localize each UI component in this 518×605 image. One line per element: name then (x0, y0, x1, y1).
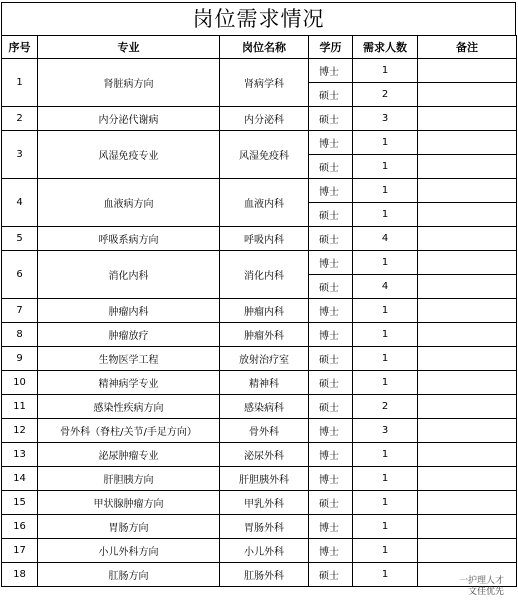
row-remark (418, 395, 517, 419)
row-index: 8 (2, 323, 38, 347)
row-count: 1 (353, 467, 418, 491)
watermark-line1: 一护理人才 (458, 576, 504, 586)
row-count: 3 (353, 419, 418, 443)
row-count: 4 (353, 227, 418, 251)
table-row (2, 227, 517, 251)
row-major: 骨外科（脊柱/关节/手足方向） (38, 419, 220, 443)
row-degree: 硕士 (309, 227, 353, 251)
row-count: 2 (353, 395, 418, 419)
table-row (2, 299, 517, 323)
row-index: 13 (2, 443, 38, 467)
table-row (2, 347, 517, 371)
row-count: 1 (353, 155, 418, 179)
row-remark (418, 347, 517, 371)
row-remark (418, 491, 517, 515)
table-row (2, 539, 517, 563)
row-major: 小儿外科方向 (38, 539, 220, 563)
row-post: 消化内科 (220, 251, 309, 299)
row-major: 消化内科 (38, 251, 220, 299)
row-major: 肿瘤放疗 (38, 323, 220, 347)
row-count: 1 (353, 179, 418, 203)
row-remark (418, 251, 517, 275)
row-remark (418, 443, 517, 467)
row-remark (418, 203, 517, 227)
row-count: 1 (353, 563, 418, 587)
row-post: 呼吸内科 (220, 227, 309, 251)
row-index: 15 (2, 491, 38, 515)
row-count: 1 (353, 443, 418, 467)
row-post: 甲乳外科 (220, 491, 309, 515)
row-major: 肿瘤内科 (38, 299, 220, 323)
row-post: 肿瘤内科 (220, 299, 309, 323)
row-remark (418, 299, 517, 323)
row-remark (418, 515, 517, 539)
row-count: 4 (353, 275, 418, 299)
row-post: 内分泌科 (220, 107, 309, 131)
row-remark (418, 131, 517, 155)
row-post: 肿瘤外科 (220, 323, 309, 347)
row-major: 内分泌代谢病 (38, 107, 220, 131)
row-degree: 博士 (309, 467, 353, 491)
row-remark (418, 323, 517, 347)
row-count: 1 (353, 347, 418, 371)
header-index: 序号 (2, 36, 38, 59)
row-major: 胃肠方向 (38, 515, 220, 539)
row-degree: 博士 (309, 179, 353, 203)
row-index: 10 (2, 371, 38, 395)
row-index: 2 (2, 107, 38, 131)
row-remark (418, 155, 517, 179)
row-degree: 博士 (309, 299, 353, 323)
row-post: 血液内科 (220, 179, 309, 227)
row-degree: 硕士 (309, 563, 353, 587)
row-remark (418, 83, 517, 107)
row-degree: 硕士 (309, 347, 353, 371)
row-index: 7 (2, 299, 38, 323)
row-count: 2 (353, 83, 418, 107)
row-remark (418, 227, 517, 251)
row-degree: 博士 (309, 443, 353, 467)
row-index: 1 (2, 59, 38, 107)
row-count: 1 (353, 371, 418, 395)
row-post: 风湿免疫科 (220, 131, 309, 179)
row-remark (418, 107, 517, 131)
table-row (2, 467, 517, 491)
table-row (2, 107, 517, 131)
row-degree: 博士 (309, 515, 353, 539)
row-remark (418, 59, 517, 83)
row-degree: 硕士 (309, 203, 353, 227)
row-count: 3 (353, 107, 418, 131)
row-index: 4 (2, 179, 38, 227)
row-degree: 博士 (309, 539, 353, 563)
row-remark (418, 467, 517, 491)
row-degree: 博士 (309, 251, 353, 275)
row-degree: 博士 (309, 131, 353, 155)
row-index: 11 (2, 395, 38, 419)
row-degree: 硕士 (309, 83, 353, 107)
row-major: 生物医学工程 (38, 347, 220, 371)
row-degree: 硕士 (309, 107, 353, 131)
row-index: 17 (2, 539, 38, 563)
row-degree: 硕士 (309, 155, 353, 179)
row-degree: 博士 (309, 59, 353, 83)
row-count: 1 (353, 131, 418, 155)
row-remark (418, 371, 517, 395)
header-remark: 备注 (418, 36, 517, 59)
row-index: 16 (2, 515, 38, 539)
row-count: 1 (353, 515, 418, 539)
table-row (2, 371, 517, 395)
row-major: 呼吸系病方向 (38, 227, 220, 251)
row-count: 1 (353, 323, 418, 347)
row-major: 血液病方向 (38, 179, 220, 227)
row-major: 感染性疾病方向 (38, 395, 220, 419)
row-degree: 博士 (309, 323, 353, 347)
table-row (2, 395, 517, 419)
row-degree: 硕士 (309, 491, 353, 515)
row-index: 3 (2, 131, 38, 179)
row-index: 12 (2, 419, 38, 443)
row-count: 1 (353, 203, 418, 227)
row-major: 泌尿肿瘤专业 (38, 443, 220, 467)
row-count: 1 (353, 251, 418, 275)
table-row (2, 251, 517, 275)
row-post: 精神科 (220, 371, 309, 395)
row-count: 1 (353, 299, 418, 323)
watermark (459, 576, 504, 598)
row-post: 感染病科 (220, 395, 309, 419)
table-row (2, 563, 517, 587)
row-post: 肝胆胰外科 (220, 467, 309, 491)
row-count: 1 (353, 539, 418, 563)
row-remark (418, 275, 517, 299)
table-body (2, 59, 517, 587)
table-row (2, 443, 517, 467)
row-degree: 硕士 (309, 371, 353, 395)
table-row (2, 515, 517, 539)
row-major: 风湿免疫专业 (38, 131, 220, 179)
row-post: 骨外科 (220, 419, 309, 443)
row-remark (418, 419, 517, 443)
header-major: 专业 (38, 36, 220, 59)
row-post: 胃肠外科 (220, 515, 309, 539)
header-degree: 学历 (309, 36, 353, 59)
row-major: 肝胆胰方向 (38, 467, 220, 491)
row-post: 泌尿外科 (220, 443, 309, 467)
row-remark (418, 539, 517, 563)
table-row (2, 179, 517, 203)
row-major: 肾脏病方向 (38, 59, 220, 107)
row-major: 甲状腺肿瘤方向 (38, 491, 220, 515)
demand-table (1, 35, 517, 587)
row-index: 14 (2, 467, 38, 491)
row-count: 1 (353, 491, 418, 515)
row-index: 5 (2, 227, 38, 251)
row-count: 1 (353, 59, 418, 83)
row-degree: 硕士 (309, 275, 353, 299)
header-count: 需求人数 (353, 36, 418, 59)
row-major: 精神病学专业 (38, 371, 220, 395)
row-major: 肛肠方向 (38, 563, 220, 587)
job-demand-sheet (1, 2, 516, 587)
table-row (2, 419, 517, 443)
row-post: 小儿外科 (220, 539, 309, 563)
table-row (2, 131, 517, 155)
row-index: 18 (2, 563, 38, 587)
row-post: 放射治疗室 (220, 347, 309, 371)
table-header-row (2, 36, 517, 59)
table-row (2, 59, 517, 83)
header-post: 岗位名称 (220, 36, 309, 59)
row-remark (418, 179, 517, 203)
page-title: 岗位需求情况 (1, 2, 516, 35)
table-row (2, 323, 517, 347)
table-row (2, 491, 517, 515)
row-post: 肾病学科 (220, 59, 309, 107)
row-degree: 博士 (309, 419, 353, 443)
row-degree: 硕士 (309, 395, 353, 419)
row-index: 6 (2, 251, 38, 299)
watermark-line2: 文佳优先 (467, 587, 504, 597)
row-index: 9 (2, 347, 38, 371)
row-post: 肛肠外科 (220, 563, 309, 587)
